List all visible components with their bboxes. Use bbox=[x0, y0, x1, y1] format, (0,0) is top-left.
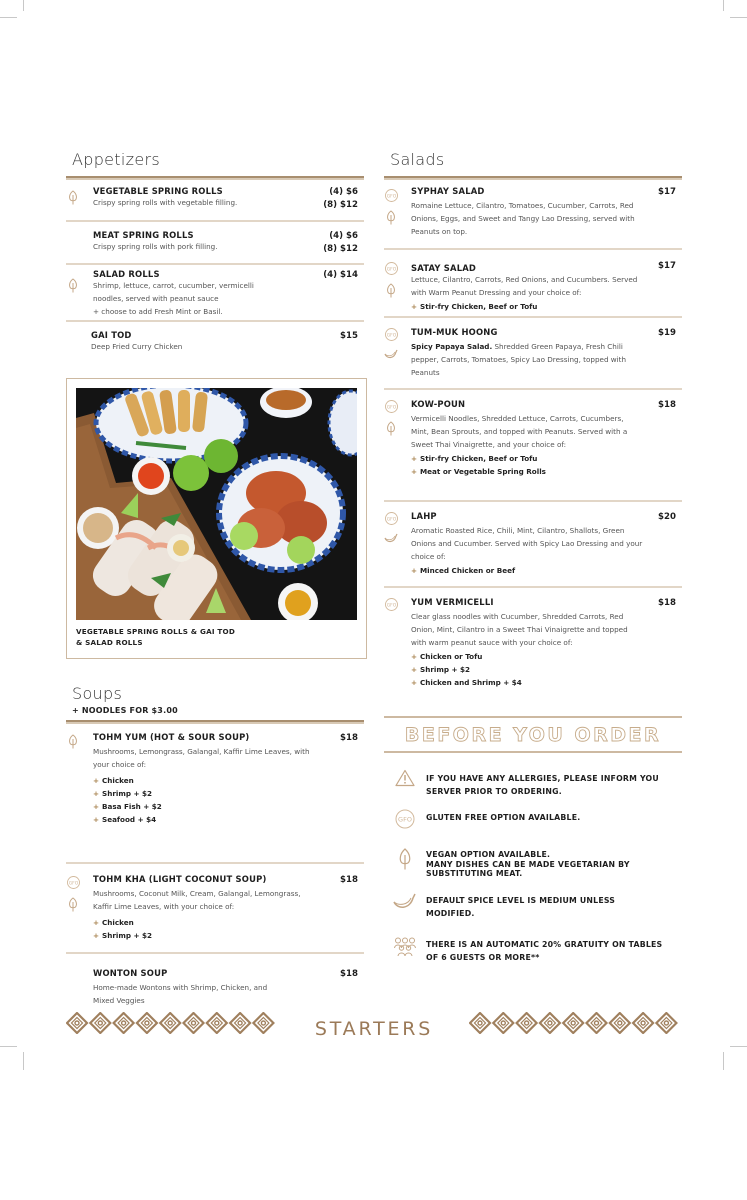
item-description: Clear glass noodles with Cucumber, Shredded Carrots, Red Onion, Mint, Cilantro in a Sweet Thai Vinaigrette and topped with warm peanut sauce with your choice of: bbox=[411, 612, 628, 647]
note-allergies: IF YOU HAVE ANY ALLERGIES, PLEASE INFORM YOU SERVER PRIOR TO ORDERING. bbox=[384, 769, 682, 809]
menu-item bbox=[66, 265, 364, 322]
crop-mark bbox=[730, 1046, 747, 1047]
item-name: TUM-MUK HOONG bbox=[411, 327, 498, 337]
gluten-free-icon bbox=[385, 328, 398, 341]
item-option: + Basa Fish + $2 bbox=[93, 802, 162, 811]
section-title-soups: Soups bbox=[72, 684, 123, 703]
item-option: + Meat or Vegetable Spring Rolls bbox=[411, 467, 546, 476]
item-name: SYPHAY SALAD bbox=[411, 186, 485, 196]
gluten-free-icon bbox=[385, 262, 398, 275]
item-price: (8) $12 bbox=[323, 244, 358, 254]
svg-text:GFO: GFO bbox=[386, 194, 396, 200]
item-description: Shrimp, lettuce, carrot, cucumber, vermicelli noodles, served with peanut sauce bbox=[93, 281, 254, 303]
item-price: $15 bbox=[340, 331, 358, 341]
photo-card bbox=[66, 378, 367, 659]
item-price: (4) $6 bbox=[329, 187, 358, 197]
svg-text:GFO: GFO bbox=[398, 815, 412, 824]
item-name: WONTON SOUP bbox=[93, 968, 168, 978]
chili-pepper-icon bbox=[384, 533, 398, 545]
menu-item bbox=[384, 588, 682, 688]
svg-text:GFO: GFO bbox=[386, 517, 396, 523]
item-description: Home-made Wontons with Shrimp, Chicken, and Mixed Veggies bbox=[93, 983, 268, 1005]
before-you-order-title: BEFORE YOU ORDER bbox=[404, 724, 662, 746]
crop-mark bbox=[23, 0, 24, 11]
gluten-free-icon bbox=[385, 512, 398, 525]
item-name: KOW-POUN bbox=[411, 399, 466, 409]
item-option: + Stir-fry Chicken, Beef or Tofu bbox=[411, 302, 538, 311]
item-options bbox=[411, 452, 676, 478]
menu-item bbox=[66, 180, 364, 222]
menu-item bbox=[384, 390, 682, 502]
item-price: $18 bbox=[658, 598, 676, 608]
section-rule bbox=[66, 720, 364, 724]
gluten-free-icon bbox=[395, 809, 415, 829]
item-name: MEAT SPRING ROLLS bbox=[93, 230, 194, 240]
item-price: (4) $6 bbox=[329, 231, 358, 241]
note-gluten-free: GFO GLUTEN FREE OPTION AVAILABLE. bbox=[384, 809, 682, 848]
gluten-free-icon bbox=[67, 876, 80, 889]
item-description: Deep Fried Curry Chicken bbox=[91, 342, 183, 351]
left-column bbox=[66, 150, 364, 358]
item-name: SALAD ROLLS bbox=[93, 269, 160, 279]
item-price: $19 bbox=[658, 328, 676, 338]
crop-mark bbox=[730, 17, 747, 18]
section-title-appetizers: Appetizers bbox=[72, 150, 160, 169]
item-option: + Chicken bbox=[93, 776, 134, 785]
salads-section bbox=[384, 150, 682, 688]
item-option: + Stir-fry Chicken, Beef or Tofu bbox=[411, 454, 538, 463]
notes-list bbox=[384, 769, 682, 967]
note-spice: DEFAULT SPICE LEVEL IS MEDIUM UNLESS MODIFIED. bbox=[384, 893, 682, 937]
vegan-leaf-icon bbox=[386, 210, 396, 225]
warning-icon bbox=[395, 769, 415, 787]
item-option: + Chicken or Tofu bbox=[411, 652, 483, 661]
item-description: Romaine Lettuce, Cilantro, Tomatoes, Cucumber, Carrots, Red Onions, Eggs, and Sweet and Tangy Lao Dressing, served with Peanuts on top. bbox=[411, 201, 635, 236]
item-option: + Shrimp + $2 bbox=[411, 665, 470, 674]
chili-pepper-icon bbox=[384, 349, 398, 361]
svg-text:GFO: GFO bbox=[386, 603, 396, 609]
vegan-leaf-icon bbox=[386, 283, 396, 298]
item-name: TOHM YUM (HOT & SOUR SOUP) bbox=[93, 732, 250, 742]
vegan-leaf-icon bbox=[398, 848, 412, 870]
menu-item bbox=[384, 250, 682, 318]
vegan-leaf-icon bbox=[386, 421, 396, 436]
food-photo bbox=[76, 388, 357, 620]
item-option: + Chicken and Shrimp + $4 bbox=[411, 678, 522, 687]
item-price: (4) $14 bbox=[323, 270, 358, 280]
item-name: VEGETABLE SPRING ROLLS bbox=[93, 186, 223, 196]
item-option: + Shrimp + $2 bbox=[93, 931, 152, 940]
crop-mark bbox=[723, 1052, 724, 1070]
item-description: Mushrooms, Coconut Milk, Cream, Galangal, Lemongrass, Kaffir Lime Leaves, with your choice of: bbox=[93, 889, 301, 911]
svg-text:GFO: GFO bbox=[68, 881, 78, 887]
item-options bbox=[411, 650, 676, 689]
item-price: (8) $12 bbox=[323, 200, 358, 210]
item-options bbox=[93, 916, 358, 942]
page-footer bbox=[66, 1012, 682, 1042]
item-option: + Shrimp + $2 bbox=[93, 789, 152, 798]
item-description: Crispy spring rolls with vegetable filling. bbox=[93, 198, 238, 207]
menu-item bbox=[66, 222, 364, 265]
item-price: $17 bbox=[658, 261, 676, 271]
item-description: Aromatic Roasted Rice, Chili, Mint, Cilantro, Shallots, Green Onions and Cucumber. Served with Spicy Lao Dressing and your choice of: bbox=[411, 526, 643, 561]
food-photo-illustration bbox=[76, 388, 357, 620]
soups-section bbox=[66, 684, 364, 1014]
gluten-free-icon bbox=[385, 598, 398, 611]
item-price: $18 bbox=[340, 733, 358, 743]
menu-item bbox=[66, 954, 364, 1014]
item-options bbox=[411, 564, 676, 577]
appetizers-section bbox=[66, 150, 364, 358]
before-you-order-panel bbox=[384, 716, 682, 967]
menu-item bbox=[384, 502, 682, 588]
footer-title: STARTERS bbox=[314, 1018, 434, 1040]
crop-mark bbox=[0, 1046, 17, 1047]
item-description: Vermicelli Noodles, Shredded Lettuce, Carrots, Cucumbers, Mint, Bean Sprouts, and topped with Peanuts. Served with a Sweet Thai Vinaigrette, and your choice of: bbox=[411, 414, 628, 449]
section-title-salads: Salads bbox=[390, 150, 445, 169]
crop-mark bbox=[23, 1052, 24, 1070]
gluten-free-icon bbox=[385, 400, 398, 413]
menu-item bbox=[384, 318, 682, 390]
item-name: GAI TOD bbox=[91, 330, 132, 340]
menu-item bbox=[384, 180, 682, 250]
svg-text:GFO: GFO bbox=[386, 267, 396, 273]
item-price: $18 bbox=[340, 875, 358, 885]
item-option: + Chicken bbox=[93, 918, 134, 927]
menu-item bbox=[66, 864, 364, 954]
vegan-leaf-icon bbox=[68, 734, 78, 749]
crop-mark bbox=[0, 17, 17, 18]
item-price: $18 bbox=[340, 969, 358, 979]
item-description: Mushrooms, Lemongrass, Galangal, Kaffir Lime Leaves, with your choice of: bbox=[93, 747, 310, 769]
item-price: $17 bbox=[658, 187, 676, 197]
item-description: Crispy spring rolls with pork filling. bbox=[93, 242, 218, 251]
section-subtitle: + NOODLES FOR $3.00 bbox=[72, 706, 178, 715]
diamond-pattern-right bbox=[469, 1012, 681, 1034]
vegan-leaf-icon bbox=[68, 278, 78, 293]
item-note: + choose to add Fresh Mint or Basil. bbox=[93, 307, 223, 316]
item-name: LAHP bbox=[411, 511, 437, 521]
divider bbox=[384, 751, 682, 753]
svg-text:GFO: GFO bbox=[386, 405, 396, 411]
item-option: + Seafood + $4 bbox=[93, 815, 157, 824]
note-vegan: VEGAN OPTION AVAILABLE. MANY DISHES CAN BE MADE VEGETARIAN BY SUBSTITUTING MEAT. bbox=[384, 848, 682, 893]
chili-pepper-icon bbox=[393, 893, 417, 911]
item-description: Spicy Papaya Salad. Shredded Green Papaya, Fresh Chili pepper, Carrots, Tomatoes, Spicy Lao Dressing, topped with Peanuts bbox=[411, 342, 627, 377]
item-options bbox=[411, 300, 676, 313]
vegan-leaf-icon bbox=[68, 190, 78, 205]
item-name: TOHM KHA (LIGHT COCONUT SOUP) bbox=[93, 874, 267, 884]
item-option: + Minced Chicken or Beef bbox=[411, 566, 516, 575]
item-options bbox=[93, 774, 358, 826]
item-name: SATAY SALAD bbox=[411, 263, 477, 273]
vegan-leaf-icon bbox=[68, 897, 78, 912]
item-name: YUM VERMICELLI bbox=[411, 597, 494, 607]
item-price: $20 bbox=[658, 512, 676, 522]
item-price: $18 bbox=[658, 400, 676, 410]
group-people-icon bbox=[394, 937, 416, 957]
menu-item bbox=[66, 732, 364, 864]
gluten-free-icon bbox=[385, 189, 398, 202]
item-description: Lettuce, Cilantro, Carrots, Red Onions, and Cucumbers. Served with Warm Peanut Dressing and your choice of: bbox=[411, 275, 638, 297]
svg-text:GFO: GFO bbox=[386, 333, 396, 339]
menu-item bbox=[66, 322, 364, 358]
photo-caption: VEGETABLE SPRING ROLLS & GAI TOD & SALAD ROLLS bbox=[76, 627, 235, 647]
crop-mark bbox=[723, 0, 724, 11]
note-gratuity: THERE IS AN AUTOMATIC 20% GRATUITY ON TABLES OF 6 GUESTS OR MORE** bbox=[384, 937, 682, 967]
